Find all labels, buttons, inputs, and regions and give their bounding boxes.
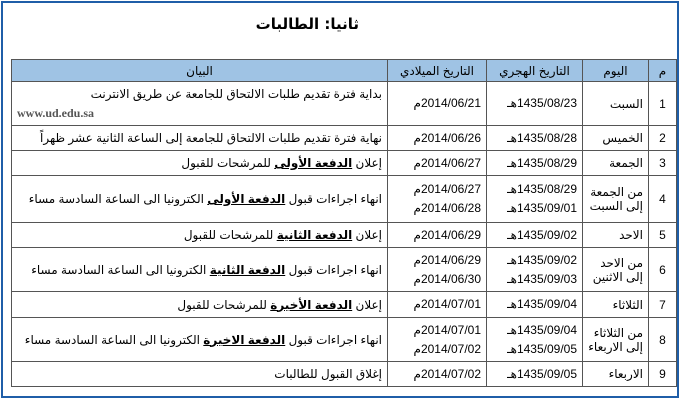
gregorian-date-cell: [388, 292, 487, 318]
day-cell: من الاحد إلى الاثنين: [583, 248, 649, 292]
gregorian-date: 2014/06/27م: [413, 155, 481, 170]
description-part: انهاء اجراءات قبول: [285, 192, 382, 206]
row-number: 7: [649, 292, 677, 318]
description-part: نهاية فترة تقديم طلبات الالتحاق للجامعة إلى الساعة الثانية عشر ظهراً: [39, 131, 382, 145]
hijri-date: 1435/09/02هـ: [507, 227, 577, 242]
row-number: 3: [649, 151, 677, 176]
batch-highlight: الدفعة الاخيرة: [203, 332, 286, 347]
description-cell: [12, 248, 388, 292]
row-number: 4: [649, 176, 677, 223]
page-frame: [1, 1, 679, 398]
description-text: [17, 261, 382, 279]
row-number: 8: [649, 318, 677, 362]
row-number: 1: [649, 82, 677, 126]
gregorian-date: 2014/06/30م: [413, 271, 481, 286]
description-cell: [12, 151, 388, 176]
description-cell: [12, 82, 388, 126]
description-text: [17, 365, 382, 383]
hijri-date: 1435/08/23هـ: [507, 96, 577, 110]
description-part: الكترونيا الى الساعة السادسة مساء: [24, 332, 204, 347]
hijri-date: 1435/09/02هـ: [507, 252, 577, 267]
hijri-date: 1435/09/05هـ: [507, 366, 577, 381]
description-cell: [12, 223, 388, 248]
gregorian-date-cell: [388, 126, 487, 151]
description-part: بداية فترة تقديم طلبات الالتحاق للجامعة عن طريق الانترنت: [90, 87, 382, 101]
gregorian-date-cell: [388, 82, 487, 126]
day-cell: الاحد: [583, 223, 649, 248]
hijri-date: 1435/08/29هـ: [507, 155, 577, 170]
description-part: الكترونيا الى الساعة السادسة مساء: [31, 262, 210, 277]
table-header-row: [12, 60, 677, 82]
description-cell: [12, 176, 388, 223]
table-row: [12, 223, 677, 248]
hijri-date: 1435/09/03هـ: [507, 271, 577, 286]
hijri-date-cell: [487, 318, 583, 362]
description-part: إعلان: [352, 297, 382, 312]
description-text: [17, 129, 382, 147]
gregorian-date: 2014/07/01م: [413, 297, 481, 311]
hijri-date-cell: [487, 362, 583, 387]
row-number: 9: [649, 362, 677, 387]
day-cell: من الثلاثاء إلى الاربعاء: [583, 318, 649, 362]
gregorian-date: 2014/07/01م: [413, 322, 481, 337]
gregorian-date: 2014/06/21م: [413, 96, 481, 110]
gregorian-date-cell: [388, 223, 487, 248]
description-part: انهاء اجراءات قبول: [285, 332, 382, 347]
description-cell: [12, 292, 388, 318]
gregorian-date-cell: [388, 362, 487, 387]
day-cell: الجمعة: [583, 151, 649, 176]
table-row: [12, 82, 677, 126]
gregorian-date: 2014/07/02م: [413, 366, 481, 381]
section-title: ثانيا: الطالبات: [255, 15, 359, 33]
row-number: 2: [649, 126, 677, 151]
table-row: [12, 248, 677, 292]
day-cell: السبت: [583, 82, 649, 126]
gregorian-date-cell: [388, 248, 487, 292]
day-cell: الخميس: [583, 126, 649, 151]
hijri-date-cell: [487, 82, 583, 126]
description-text: [17, 190, 382, 208]
hijri-date: 1435/08/29هـ: [507, 182, 577, 196]
day-cell: الاربعاء: [583, 362, 649, 387]
description-text: [17, 331, 382, 349]
schedule-body: [12, 82, 677, 387]
header-gregorian-date: التاريخ الميلادي: [388, 60, 487, 82]
hijri-date-cell: [487, 248, 583, 292]
description-part: للمرشحات للقبول: [177, 297, 271, 312]
gregorian-date: 2014/06/26م: [413, 130, 481, 145]
batch-highlight: الدفعة الأخيرة: [270, 297, 353, 312]
hijri-date: 1435/08/28هـ: [507, 130, 577, 145]
header-description: البيان: [12, 60, 388, 82]
description-part: انهاء اجراءات قبول: [285, 262, 382, 277]
description-cell: [12, 126, 388, 151]
description-part: إعلان: [352, 156, 382, 170]
gregorian-date: 2014/06/28م: [413, 201, 481, 215]
hijri-date-cell: [487, 126, 583, 151]
header-day: اليوم: [583, 60, 649, 82]
day-cell: الثلاثاء: [583, 292, 649, 318]
gregorian-date-cell: [388, 176, 487, 223]
hijri-date: 1435/09/01هـ: [507, 201, 577, 215]
day-cell: من الجمعة إلى السبت: [583, 176, 649, 223]
table-row: [12, 126, 677, 151]
hijri-date: 1435/09/05هـ: [507, 341, 577, 356]
row-number: 5: [649, 223, 677, 248]
batch-highlight: الدفعة الثانية: [209, 262, 286, 277]
description-part: للمرشحات للقبول: [181, 156, 275, 170]
hijri-date: 1435/09/04هـ: [507, 297, 577, 311]
header-num: م: [649, 60, 677, 82]
gregorian-date: 2014/06/29م: [413, 227, 481, 242]
gregorian-date: 2014/07/02م: [413, 341, 481, 356]
gregorian-date-cell: [388, 318, 487, 362]
gregorian-date: 2014/06/27م: [413, 182, 481, 196]
table-row: [12, 362, 677, 387]
batch-highlight: الدفعة الثانية: [276, 228, 353, 242]
description-text: [17, 85, 382, 103]
description-part: الكترونيا الى الساعة السادسة مساء: [28, 192, 208, 206]
description-text: [17, 154, 382, 172]
table-row: [12, 318, 677, 362]
description-part: للمرشحات للقبول: [183, 228, 277, 242]
description-part: إعلان: [352, 228, 382, 242]
table-row: [12, 176, 677, 223]
table-row: [12, 292, 677, 318]
description-text: [17, 226, 382, 244]
hijri-date: 1435/09/04هـ: [507, 322, 577, 337]
description-cell: [12, 362, 388, 387]
hijri-date-cell: [487, 223, 583, 248]
table-row: [12, 151, 677, 176]
description-part: إغلاق القبول للطالبات: [274, 367, 382, 381]
hijri-date-cell: [487, 292, 583, 318]
website-watermark: www.ud.edu.sa: [17, 106, 95, 120]
batch-highlight: الدفعة الأولى: [274, 156, 353, 170]
row-number: 6: [649, 248, 677, 292]
batch-highlight: الدفعة الأولى: [207, 192, 286, 206]
hijri-date-cell: [487, 176, 583, 223]
hijri-date-cell: [487, 151, 583, 176]
gregorian-date-cell: [388, 151, 487, 176]
description-text: [17, 296, 382, 314]
description-cell: [12, 318, 388, 362]
schedule-table: [11, 59, 677, 387]
header-hijri-date: التاريخ الهجري: [487, 60, 583, 82]
gregorian-date: 2014/06/29م: [413, 252, 481, 267]
